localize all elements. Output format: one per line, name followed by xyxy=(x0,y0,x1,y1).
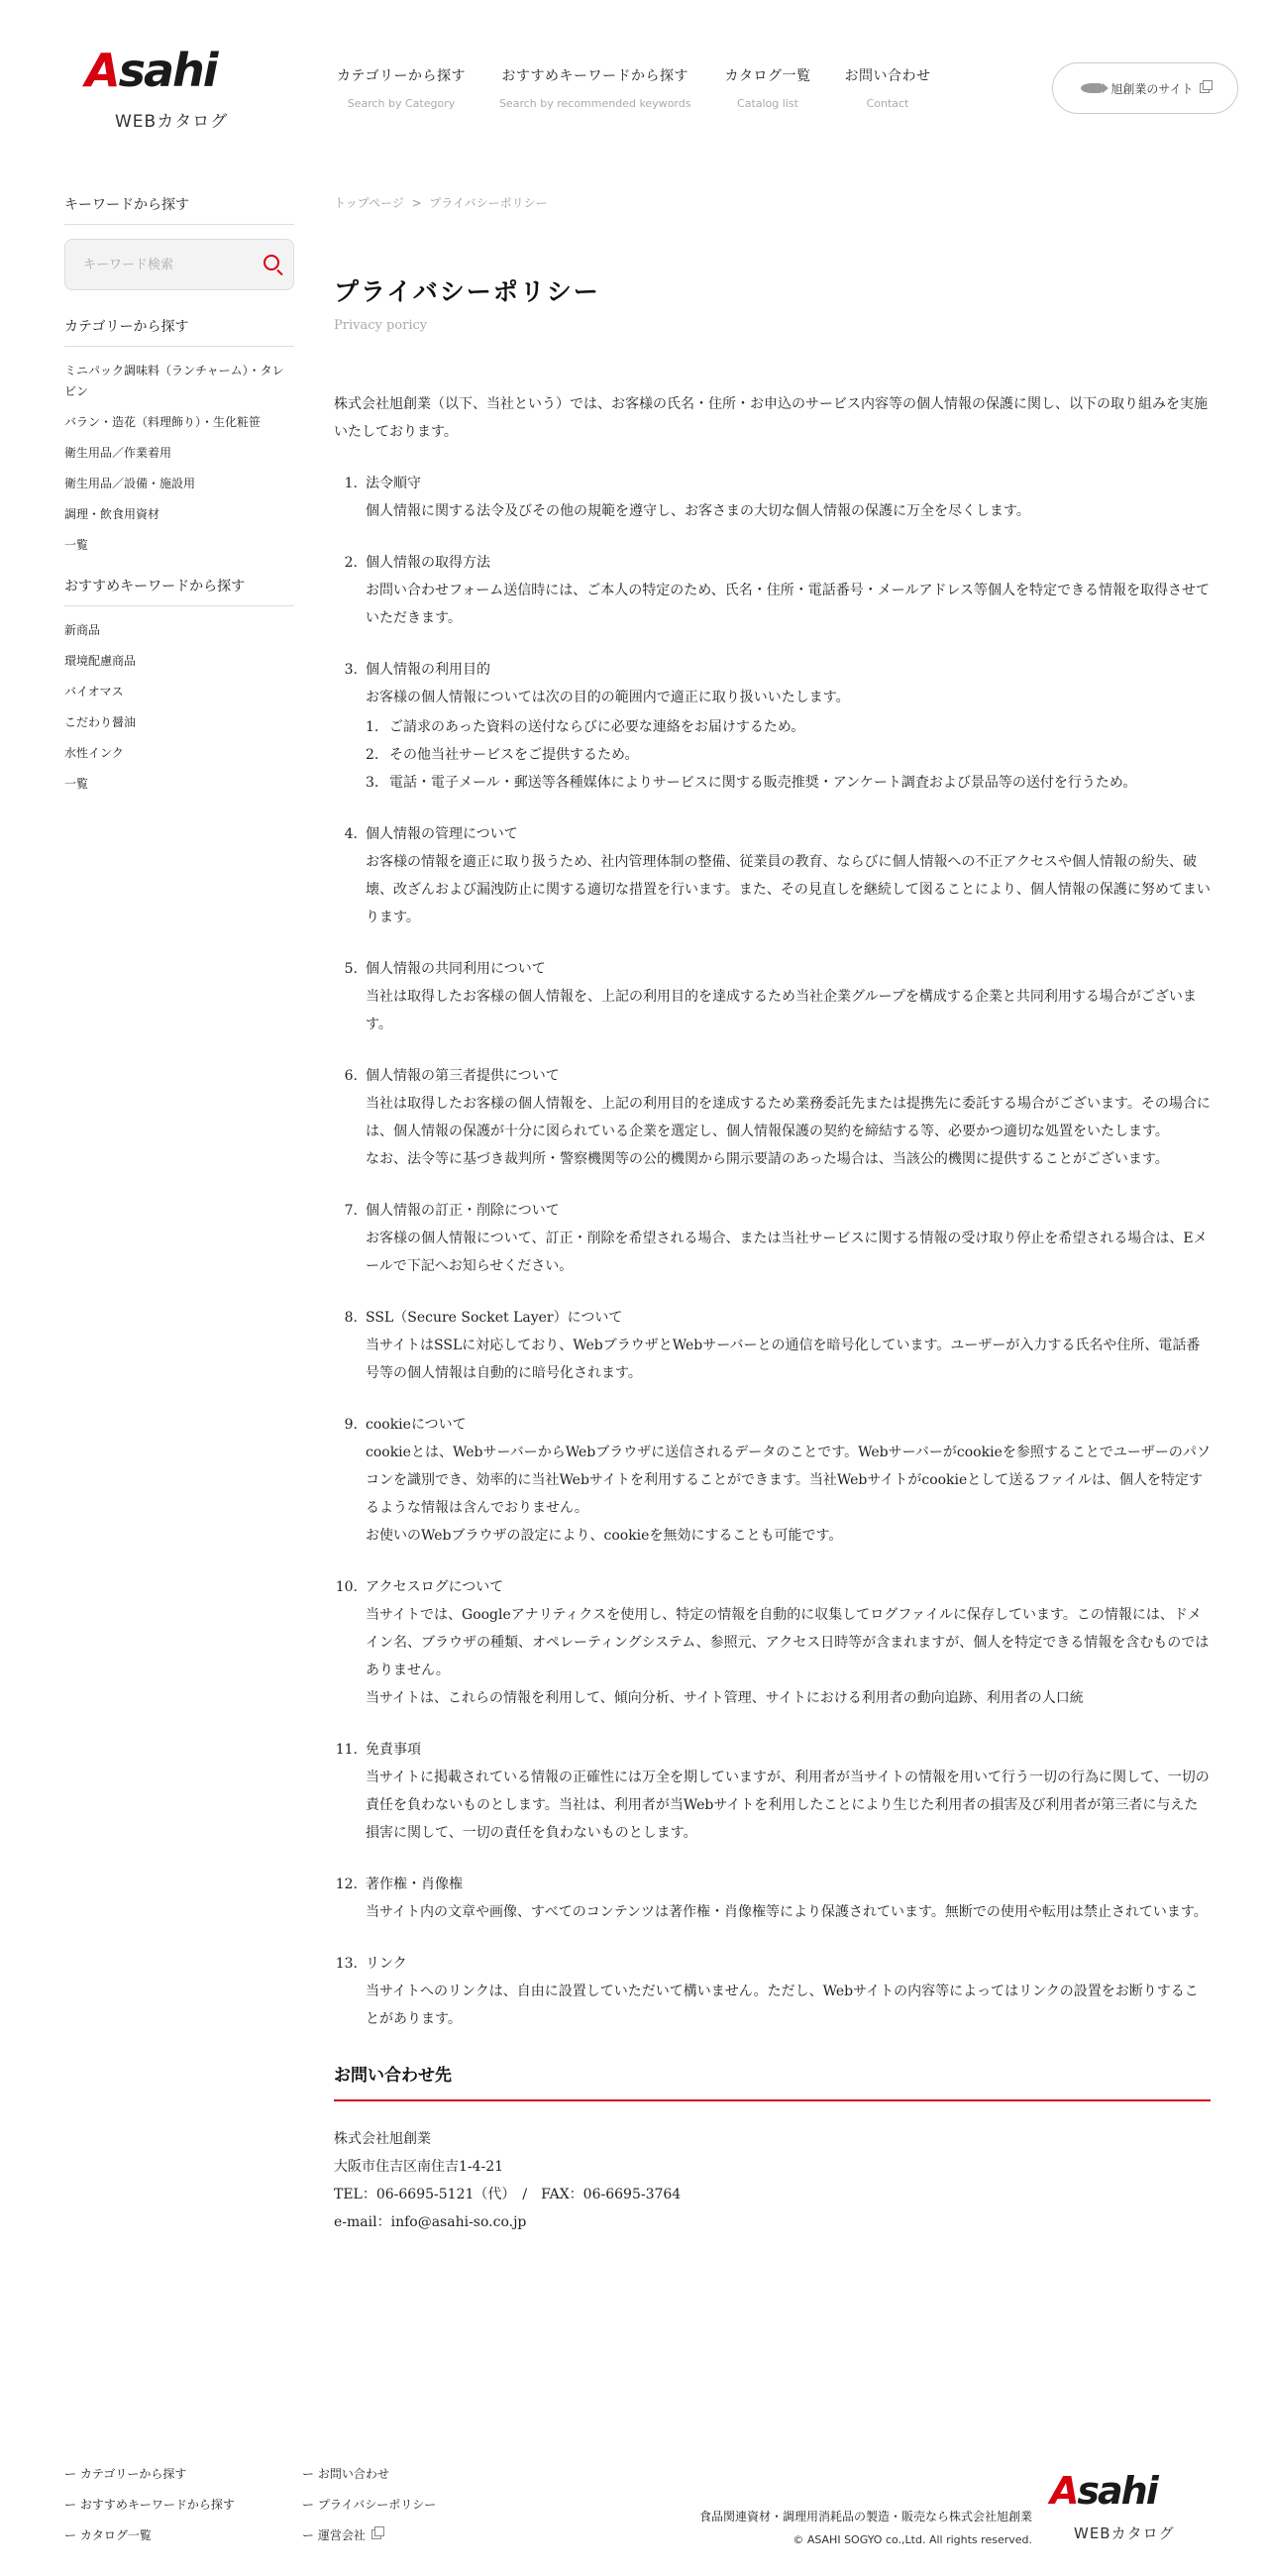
site-header xyxy=(0,0,1268,168)
section-title: 法令順守 xyxy=(366,476,421,491)
section-title: 個人情報の訂正・削除について xyxy=(366,1203,560,1219)
nav-label: お問い合わせ xyxy=(844,68,931,84)
keyword-item[interactable]: 環境配慮商品 xyxy=(64,654,137,668)
keyword-item[interactable]: 一覧 xyxy=(64,777,89,791)
fish-icon xyxy=(1081,83,1103,93)
section-body: 当社は取得したお客様の個人情報を、上記の利用目的を達成するため業務委託先または提携先に委託する場合がございます。その場合には、個人情報の保護が十分に図られている企業を選定し、個人情報保護の契約を締結する等、必要かつ適切な処置をいたします。 xyxy=(366,1096,1211,1139)
section-number: 2. xyxy=(344,555,358,571)
section-body: 当サイト内の文章や画像、すべてのコンテンツは著作権・肖像権等により保護されています。無断での使用や転用は禁止されています。 xyxy=(366,1904,1208,1920)
section-body-note: お使いのWebブラウザの設定により、cookieを無効にすることも可能です。 xyxy=(366,1528,843,1544)
category-item[interactable]: 調理・飲食用資材 xyxy=(64,507,160,521)
nav-label: カタログ一覧 xyxy=(724,68,811,84)
category-item[interactable]: 衛生用品／設備・施設用 xyxy=(64,477,196,490)
main-content xyxy=(334,194,1211,2236)
policy-section xyxy=(334,1950,1211,2033)
logo-subtitle: WEBカタログ xyxy=(1074,2524,1175,2542)
keyword-item[interactable]: 新商品 xyxy=(64,623,101,637)
keyword-search-heading: キーワードから探す xyxy=(64,194,294,225)
section-number: 11. xyxy=(335,1742,358,1758)
keyword-item[interactable]: バイオマス xyxy=(64,685,124,698)
section-body: 当サイトへのリンクは、自由に設置していただいて構いません。ただし、Webサイトの内容等によってはリンクの設置をお断りすることがあります。 xyxy=(366,1984,1199,2027)
purpose-item xyxy=(366,713,1211,741)
contact-company: 株式会社旭創業 xyxy=(334,2131,431,2147)
section-number: 5. xyxy=(344,961,358,977)
nav-sublabel: Search by recommended keywords xyxy=(498,97,691,110)
keyword-item[interactable]: こだわり醤油 xyxy=(64,715,137,729)
section-number: 3. xyxy=(344,662,358,678)
section-body: 当サイトはSSLに対応しており、WebブラウザとWebサーバーとの通信を暗号化しています。ユーザーが入力する氏名や住所、電話番号等の個人情報は自動的に暗号化されます。 xyxy=(366,1338,1201,1381)
section-title: cookieについて xyxy=(366,1417,467,1433)
breadcrumb xyxy=(334,194,1211,211)
category-item[interactable]: バラン・造花（料理飾り）・生化粧笹 xyxy=(64,415,262,429)
external-link-icon xyxy=(1200,83,1210,93)
site-footer xyxy=(0,2465,1268,2576)
section-title: 著作権・肖像権 xyxy=(366,1877,463,1892)
footer-link-privacy[interactable]: ー プライバシーポリシー xyxy=(302,2498,437,2512)
contact-phone-fax: TEL：06-6695-5121（代） / FAX：06-6695-3764 xyxy=(334,2187,682,2202)
policy-sections xyxy=(334,470,1211,2033)
policy-section xyxy=(334,820,1211,931)
section-body: お問い合わせフォーム送信時には、ご本人の特定のため、氏名・住所・電話番号・メールアドレス等個人を特定できる情報を取得させていただきます。 xyxy=(366,583,1211,626)
footer-link-contact[interactable]: ー お問い合わせ xyxy=(302,2467,389,2481)
footer-links xyxy=(64,2465,500,2543)
nav-category[interactable] xyxy=(337,65,466,110)
category-item[interactable]: ミニパック調味料（ランチャーム）・タレビン xyxy=(64,364,284,398)
contact-heading: お問い合わせ先 xyxy=(334,2061,1211,2101)
section-title: アクセスログについて xyxy=(366,1579,504,1595)
section-number: 9. xyxy=(344,1417,358,1433)
section-body-note: なお、法令等に基づき裁判所・警察機関等の公的機関から開示要請のあった場合は、当該公的機関に提供することがございます。 xyxy=(366,1151,1169,1167)
section-body-note: 当サイトは、これらの情報を利用して、傾向分析、サイト管理、サイトにおける利用者の動向追跡、利用者の人口統 xyxy=(366,1690,1084,1706)
copyright: © ASAHI SOGYO co.,Ltd. All rights reserved. xyxy=(792,2533,1032,2546)
category-item[interactable]: 衛生用品／作業着用 xyxy=(64,446,172,460)
section-number: 1. xyxy=(344,476,358,491)
breadcrumb-home[interactable]: トップページ xyxy=(334,196,404,210)
section-number: 10. xyxy=(335,1579,358,1595)
nav-sublabel: Contact xyxy=(866,97,909,110)
section-number: 7. xyxy=(344,1203,358,1219)
logo-mark: Asahi xyxy=(1050,2469,1157,2513)
purpose-text: 電話・電子メール・郵送等各種媒体によりサービスに関する販売推奨・アンケート調査および景品等の送付を行うため。 xyxy=(389,775,1137,791)
purpose-item xyxy=(366,741,1211,769)
recommend-heading: おすすめキーワードから探す xyxy=(64,576,294,606)
footer-copy xyxy=(699,2505,1032,2552)
section-number: 13. xyxy=(335,1956,358,1972)
purpose-text: その他当社サービスをご提供するため。 xyxy=(389,747,639,763)
nav-contact[interactable] xyxy=(844,65,930,110)
purpose-item xyxy=(366,769,1211,797)
section-title: 個人情報の共同利用について xyxy=(366,961,546,977)
footer-logo[interactable] xyxy=(1050,2469,1209,2558)
section-title: リンク xyxy=(366,1956,407,1972)
policy-section xyxy=(334,656,1211,797)
corporate-site-button[interactable] xyxy=(1052,62,1238,114)
corporate-site-label: 旭創業のサイト xyxy=(1110,81,1194,96)
policy-section xyxy=(334,1573,1211,1712)
contact-info xyxy=(334,2125,1211,2236)
page-subtitle: Privacy poricy xyxy=(334,318,428,333)
breadcrumb-separator: > xyxy=(411,196,422,210)
page-title: プライバシーポリシー xyxy=(334,277,600,306)
section-body: 当社は取得したお客様の個人情報を、上記の利用目的を達成するため当社企業グループを構成する企業と共同利用する場合がございます。 xyxy=(366,989,1197,1032)
footer-link-category[interactable]: ー カテゴリーから探す xyxy=(64,2467,187,2481)
section-body: お客様の情報を適正に取り扱うため、社内管理体制の整備、従業員の教育、ならびに個人情報への不正アクセスや個人情報の紛失、破壊、改ざんおよび漏洩防止に関する適切な措置を行います。また、その見直しを継続して図ることにより、個人情報の保護に努めてまいります。 xyxy=(366,854,1211,925)
footer-link-catalog[interactable]: ー カタログ一覧 xyxy=(64,2528,152,2542)
section-title: 個人情報の利用目的 xyxy=(366,662,490,678)
policy-section xyxy=(334,470,1211,525)
nav-label: カテゴリーから探す xyxy=(337,68,466,84)
section-body: 当サイトでは、Googleアナリティクスを使用し、特定の情報を自動的に収集してログファイルに保存しています。この情報には、ドメイン名、ブラウザの種類、オペレーティングシステム、参照元、アクセス日時等が含まれますが、個人を特定できる情報を含むものではありません。 xyxy=(366,1607,1210,1678)
policy-section xyxy=(334,549,1211,632)
section-body: cookieとは、WebサーバーからWebブラウザに送信されるデータのことです。Webサーバーがcookieを参照することでユーザーのパソコンを識別でき、効率的に当社Webサイトを利用することができます。当社Webサイトがcookieとして送るファイルは、個人を特定するような情報は含んでおりません。 xyxy=(366,1445,1211,1516)
category-item[interactable]: 一覧 xyxy=(64,538,89,552)
section-title: 個人情報の第三者提供について xyxy=(366,1068,560,1084)
search-box xyxy=(64,239,294,290)
section-title: SSL（Secure Socket Layer）について xyxy=(366,1310,623,1326)
section-number: 12. xyxy=(335,1877,358,1892)
purpose-number: 1. xyxy=(366,719,379,735)
external-link-icon xyxy=(371,2529,381,2539)
policy-section xyxy=(334,955,1211,1038)
policy-section xyxy=(334,1304,1211,1387)
section-body: お客様の個人情報について、訂正・削除を希望される場合、または当社サービスに関する情報の受け取り停止を希望される場合は、Eメールで下記へお知らせください。 xyxy=(366,1231,1208,1274)
purpose-list xyxy=(366,713,1211,797)
section-number: 8. xyxy=(344,1310,358,1326)
category-list xyxy=(64,361,294,556)
policy-section xyxy=(334,1197,1211,1280)
purpose-number: 3. xyxy=(366,775,379,791)
nav-keywords[interactable] xyxy=(499,65,691,110)
site-logo[interactable] xyxy=(85,44,283,138)
category-heading: カテゴリーから探す xyxy=(64,316,294,347)
footer-tagline: 食品関連資材・調理用消耗品の製造・販売なら株式会社旭創業 xyxy=(698,2510,1032,2523)
search-icon[interactable] xyxy=(264,255,279,270)
nav-sublabel: Catalog list xyxy=(737,97,798,110)
sidebar xyxy=(64,194,294,814)
main-nav xyxy=(337,65,964,110)
footer-link-company-label: ー 運営会社 xyxy=(302,2528,366,2542)
search-input[interactable] xyxy=(65,240,244,289)
purpose-text: ご請求のあった資料の送付ならびに必要な連絡をお届けするため。 xyxy=(389,719,805,735)
section-title: 免責事項 xyxy=(366,1742,421,1758)
section-body: 個人情報に関する法令及びその他の規範を遵守し、お客さまの大切な個人情報の保護に万全を尽くします。 xyxy=(366,503,1030,519)
footer-link-keywords[interactable]: ー おすすめキーワードから探す xyxy=(64,2498,235,2512)
policy-section xyxy=(334,1736,1211,1847)
breadcrumb-current: プライバシーポリシー xyxy=(429,196,548,210)
section-title: 個人情報の取得方法 xyxy=(366,555,490,571)
nav-catalog[interactable] xyxy=(724,65,810,110)
section-number: 6. xyxy=(344,1068,358,1084)
policy-section xyxy=(334,1062,1211,1173)
policy-section xyxy=(334,1871,1211,1926)
contact-address: 大阪市住吉区南住吉1-4-21 xyxy=(334,2159,504,2175)
section-body: お客様の個人情報については次の目的の範囲内で適正に取り扱いいたします。 xyxy=(366,690,850,705)
nav-label: おすすめキーワードから探す xyxy=(501,68,689,84)
keyword-list xyxy=(64,620,294,795)
section-title: 個人情報の管理について xyxy=(366,826,518,842)
logo-mark: Asahi xyxy=(85,44,217,97)
footer-link-company[interactable] xyxy=(302,2526,500,2543)
policy-section xyxy=(334,1411,1211,1550)
intro-text: 株式会社旭創業（以下、当社という）では、お客様の氏名・住所・お申込のサービス内容等の個人情報の保護に関し、以下の取り組みを実施いたしております。 xyxy=(334,396,1208,440)
logo-subtitle: WEBカタログ xyxy=(115,112,229,132)
purpose-number: 2. xyxy=(366,747,379,763)
contact-email[interactable]: e-mail：info@asahi-so.co.jp xyxy=(334,2214,527,2230)
keyword-item[interactable]: 水性インク xyxy=(64,746,124,760)
nav-sublabel: Search by Category xyxy=(347,97,456,110)
section-body: 当サイトに掲載されている情報の正確性には万全を期していますが、利用者が当サイトの情報を用いて行う一切の行為に関して、一切の責任を負わないものとします。当社は、利用者が当Webサイトを利用したことにより生じた利用者の損害及び利用者が第三者に与えた損害に関して、一切の責任を負わないものとします。 xyxy=(366,1770,1210,1841)
section-number: 4. xyxy=(344,826,358,842)
